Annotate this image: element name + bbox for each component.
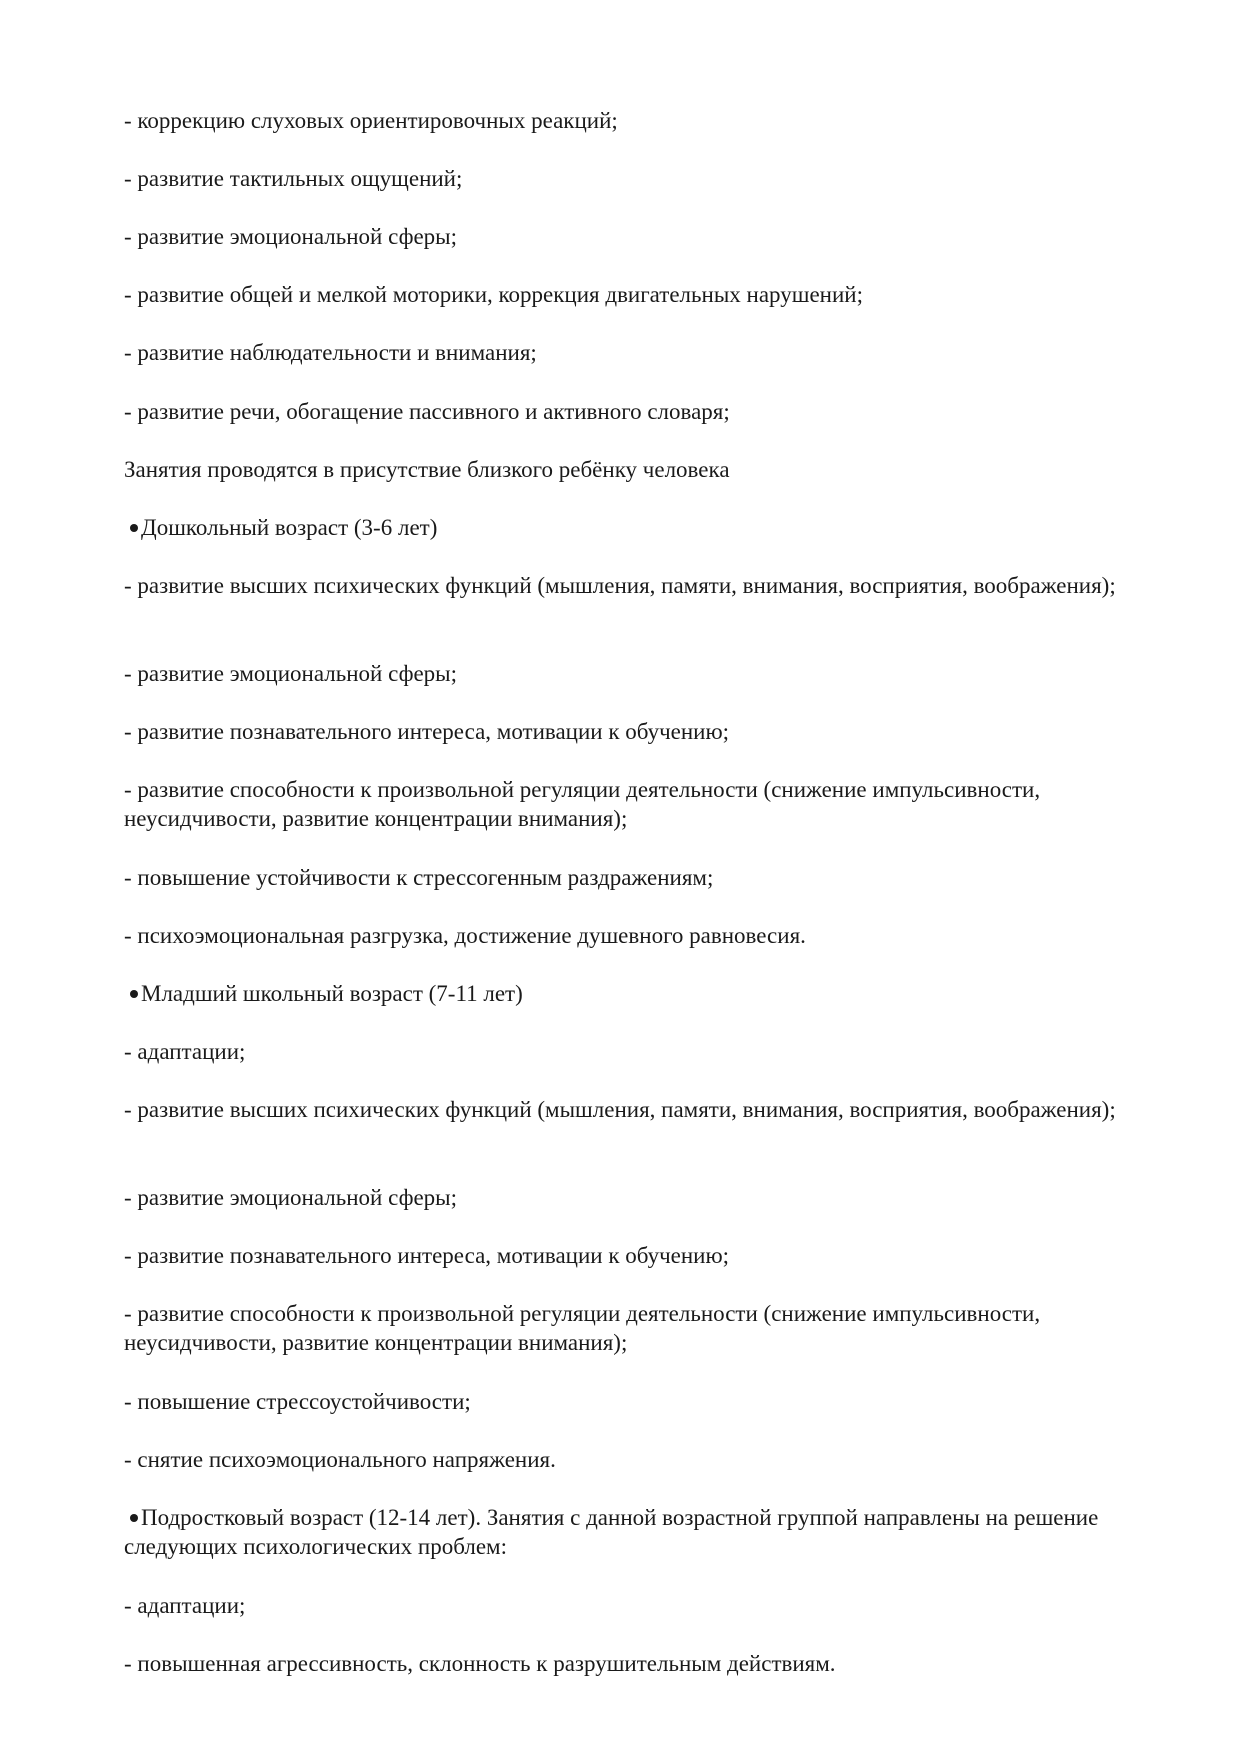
list-item: - развитие эмоциональной сферы; (124, 661, 458, 686)
list-item: - повышенная агрессивность, склонность к разрушительным действиям. (124, 1651, 836, 1676)
bullet-icon (130, 990, 138, 998)
list-item: - повышение стрессоустойчивости; (124, 1389, 471, 1414)
list-item: - развитие общей и мелкой моторики, коррекция двигательных нарушений; (124, 282, 863, 307)
list-item: - развитие речи, обогащение пассивного и активного словаря; (124, 399, 730, 424)
bullet-icon (130, 1514, 138, 1522)
section-heading-adolescent (124, 1503, 1134, 1561)
section-heading-primary-school (130, 979, 1140, 1008)
list-item: - адаптации; (124, 1593, 246, 1618)
list-item: - адаптации; (124, 1039, 246, 1064)
list-item: - развитие эмоциональной сферы; (124, 1185, 458, 1210)
section-heading-preschool (130, 513, 1140, 542)
list-item: - развитие высших психических функций (мышления, памяти, внимания, восприятия, воображения); (124, 1097, 1116, 1122)
list-item: - психоэмоциональная разгрузка, достижение душевного равновесия. (124, 923, 806, 948)
section-heading-text: Подростковый возраст (12-14 лет). Занятия с данной возрастной группой направлены на решение следующих психологических проблем: (124, 1505, 1099, 1559)
list-item: - развитие наблюдательности и внимания; (124, 340, 537, 365)
list-item: - развитие эмоциональной сферы; (124, 224, 458, 249)
bullet-icon (130, 524, 138, 532)
list-item: - развитие способности к произвольной регуляции деятельности (снижение импульсивности, неусидчивости, развитие концентрации внимания); (124, 777, 1041, 831)
list-item: - снятие психоэмоционального напряжения. (124, 1447, 556, 1472)
body-text: Занятия проводятся в присутствие близкого ребёнку человека (124, 457, 730, 482)
list-item: - развитие познавательного интереса, мотивации к обучению; (124, 719, 730, 744)
list-item: - коррекцию слуховых ориентировочных реакций; (124, 108, 618, 133)
section-heading-text: Младший школьный возраст (7-11 лет) (141, 981, 523, 1006)
list-item: - развитие тактильных ощущений; (124, 166, 463, 191)
list-item: - развитие высших психических функций (мышления, памяти, внимания, восприятия, воображения); (124, 573, 1116, 598)
section-heading-text: Дошкольный возраст (3-6 лет) (141, 515, 438, 540)
list-item: - развитие способности к произвольной регуляции деятельности (снижение импульсивности, неусидчивости, развитие концентрации внимания); (124, 1301, 1041, 1355)
list-item: - повышение устойчивости к стрессогенным раздражениям; (124, 865, 714, 890)
list-item: - развитие познавательного интереса, мотивации к обучению; (124, 1243, 730, 1268)
